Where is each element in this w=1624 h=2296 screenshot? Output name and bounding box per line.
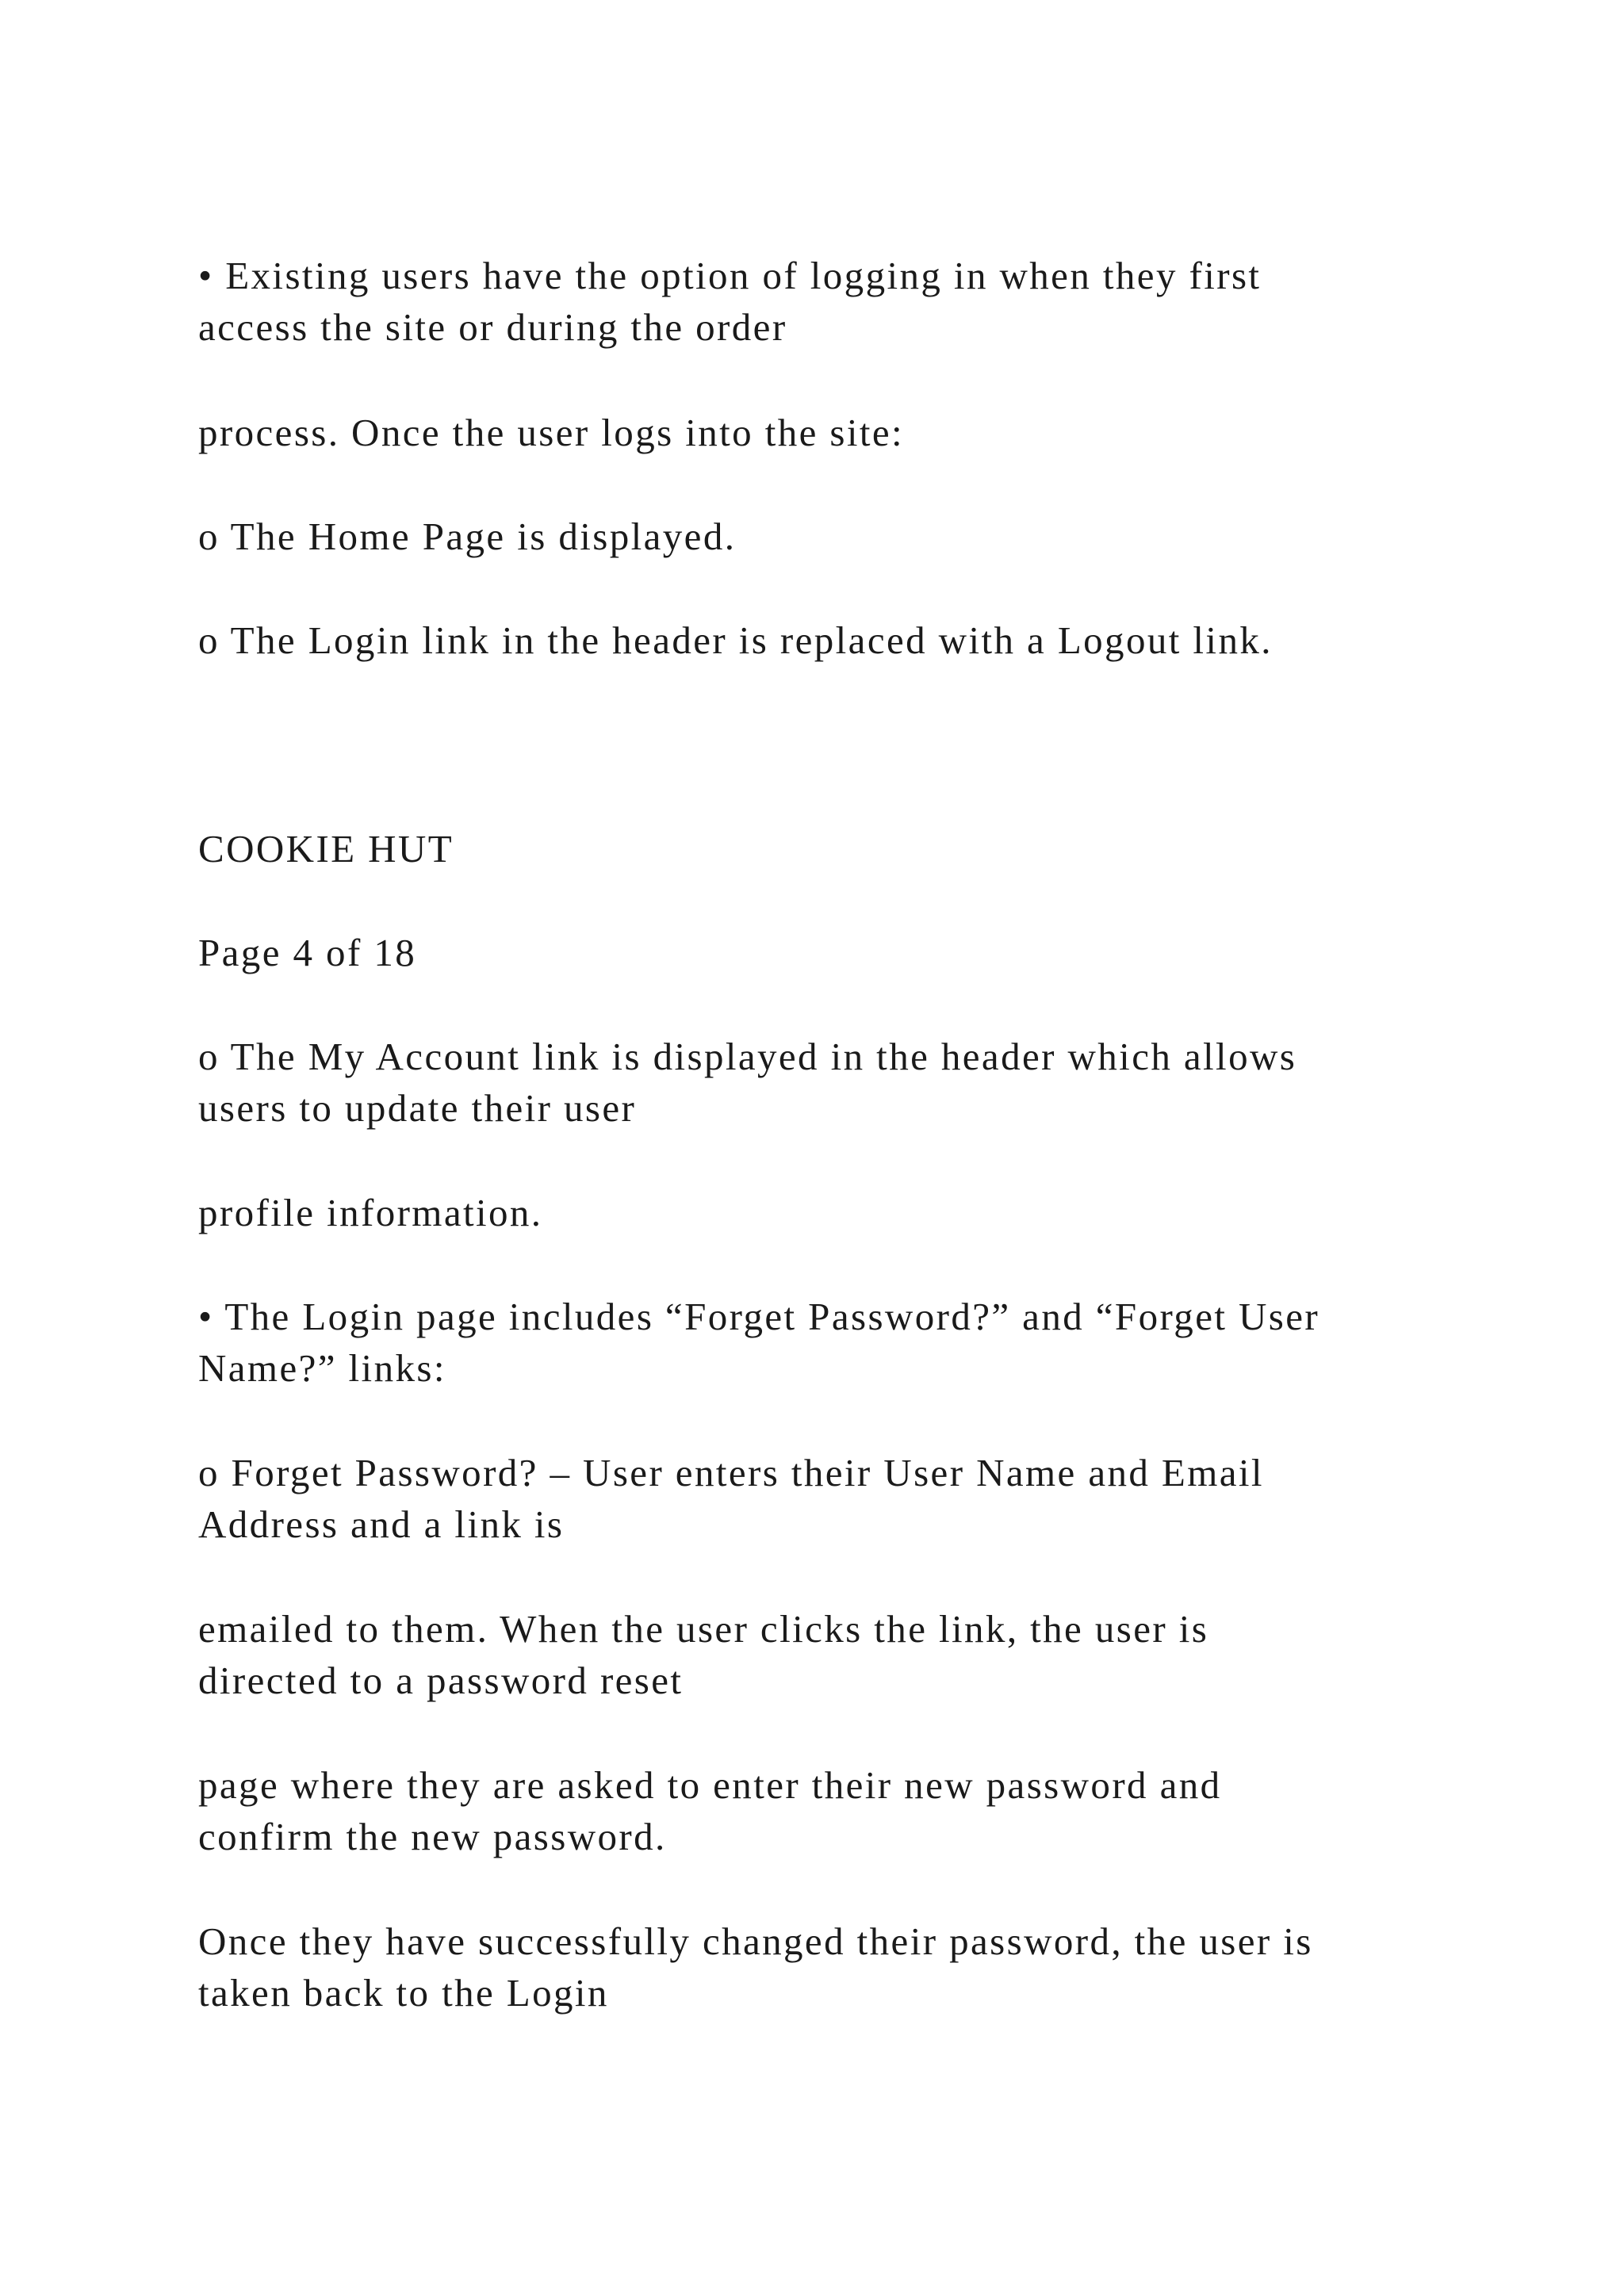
paragraph-profile-info	[198, 1187, 1546, 1238]
text-line: emailed to them. When the user clicks the link, the user is	[198, 1607, 1209, 1651]
text-line: o The Login link in the header is replaced with a Logout link.	[198, 618, 1273, 662]
text-line: confirm the new password.	[198, 1815, 667, 1858]
text-line: profile information.	[198, 1191, 543, 1234]
page-header-title	[198, 823, 1546, 874]
text-line: • The Login page includes “Forget Password?” and “Forget User	[198, 1295, 1320, 1338]
paragraph-success	[198, 1915, 1546, 2019]
text-line: o Forget Password? – User enters their User Name and Email	[198, 1451, 1264, 1494]
text-line: users to update their user	[198, 1086, 637, 1130]
text-line: directed to a password reset	[198, 1659, 684, 1702]
paragraph-new-password	[198, 1759, 1546, 1862]
text-line: o The My Account link is displayed in the header which allows	[198, 1035, 1297, 1078]
paragraph-home-page	[198, 511, 1546, 562]
paragraph-process	[198, 407, 1546, 458]
page-number	[198, 927, 1546, 978]
text-line: Address and a link is	[198, 1502, 565, 1546]
paragraph-existing-users	[198, 250, 1546, 353]
paragraph-my-account	[198, 1031, 1546, 1134]
paragraph-forget-password	[198, 1447, 1546, 1550]
text-line: access the site or during the order	[198, 305, 787, 349]
paragraph-emailed	[198, 1603, 1546, 1706]
paragraph-login-page	[198, 1291, 1546, 1394]
text-line: • Existing users have the option of logging in when they first	[198, 254, 1262, 297]
text-line: Once they have successfully changed their password, the user is	[198, 1919, 1313, 1963]
text-line: Page 4 of 18	[198, 931, 417, 974]
text-line: COOKIE HUT	[198, 827, 454, 871]
paragraph-login-link	[198, 614, 1546, 666]
text-line: taken back to the Login	[198, 1971, 609, 2015]
text-line: process. Once the user logs into the site:	[198, 411, 905, 454]
text-line: Name?” links:	[198, 1346, 446, 1390]
text-line: page where they are asked to enter their new password and	[198, 1763, 1222, 1807]
text-line: o The Home Page is displayed.	[198, 515, 737, 558]
